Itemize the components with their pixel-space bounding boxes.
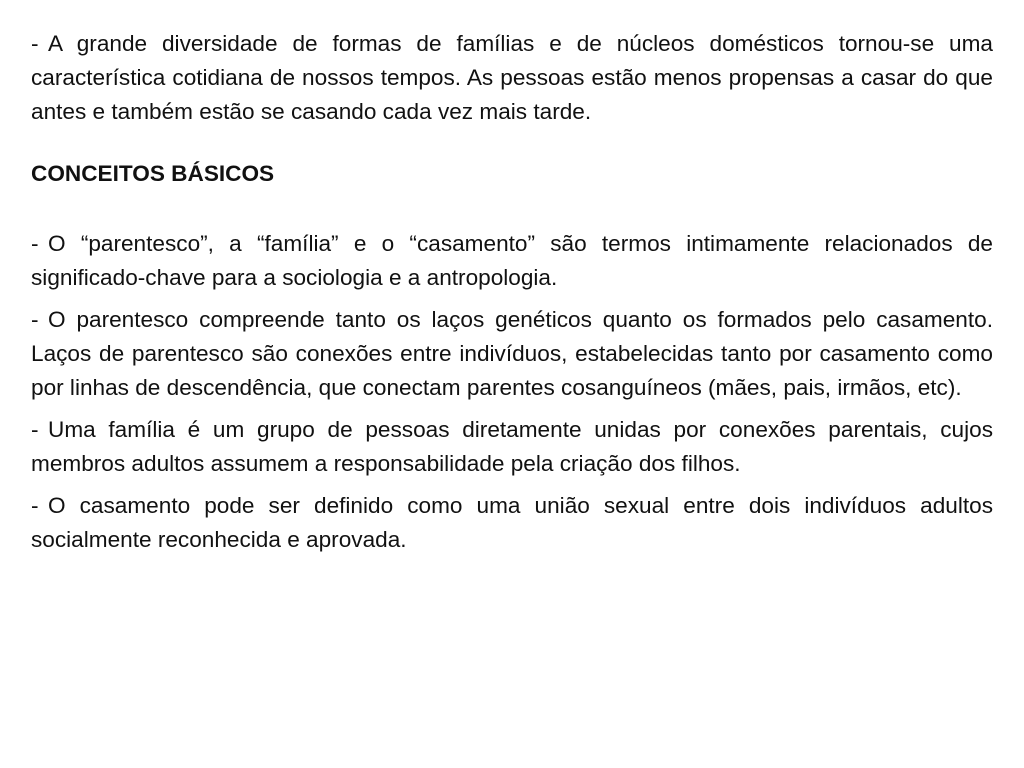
concept-text: O parentesco compreende tanto os laços genéticos quanto os formados pelo casamento. Laços de parentesco são conexões entre indivíduos, estabelecidas tanto por casamento como por linhas de descendência, que conectam parentes cosanguíneos (mães, pais, irmãos, etc). — [31, 307, 993, 400]
section-heading: CONCEITOS BÁSICOS — [31, 161, 275, 186]
concept-paragraph-family — [31, 413, 993, 481]
bullet-dash: - — [31, 493, 39, 518]
bullet-dash: - — [31, 231, 39, 256]
spacer — [31, 191, 993, 227]
bullet-dash: - — [31, 307, 39, 332]
spacer — [31, 295, 993, 303]
intro-text: A grande diversidade de formas de famílias e de núcleos domésticos tornou-se uma característica cotidiana de nossos tempos. As pessoas estão menos propensas a casar do que antes e também estão se casando cada vez mais tarde. — [31, 31, 993, 124]
concept-paragraph-kinship — [31, 303, 993, 405]
concept-paragraph-kinship-terms — [31, 227, 993, 295]
bullet-dash: - — [31, 31, 39, 56]
spacer — [31, 129, 993, 157]
concept-paragraph-marriage — [31, 489, 993, 557]
spacer — [31, 405, 993, 413]
intro-paragraph — [31, 27, 993, 129]
bullet-dash: - — [31, 417, 39, 442]
slide-content — [31, 27, 993, 557]
concept-text: O “parentesco”, a “família” e o “casamento” são termos intimamente relacionados de significado-chave para a sociologia e a antropologia. — [31, 231, 993, 290]
spacer — [31, 481, 993, 489]
concept-text: O casamento pode ser definido como uma união sexual entre dois indivíduos adultos socialmente reconhecida e aprovada. — [31, 493, 993, 552]
concept-text: Uma família é um grupo de pessoas diretamente unidas por conexões parentais, cujos membros adultos assumem a responsabilidade pela criação dos filhos. — [31, 417, 993, 476]
